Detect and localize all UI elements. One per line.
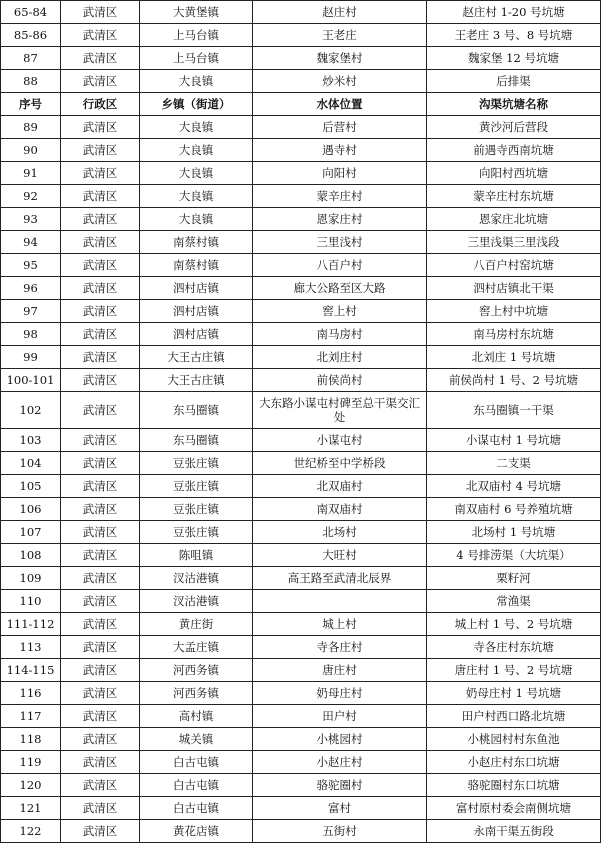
- location-cell: 窖上村: [253, 300, 427, 323]
- town-cell: 大良镇: [140, 162, 253, 185]
- table-row: [1, 475, 601, 498]
- table-row: [1, 47, 601, 70]
- name-cell: 赵庄村 1-20 号坑塘: [427, 1, 601, 24]
- location-cell: 廊大公路至区大路: [253, 277, 427, 300]
- district-cell: 武清区: [61, 323, 140, 346]
- location-cell: 炒米村: [253, 70, 427, 93]
- district-cell: 武清区: [61, 208, 140, 231]
- table-row: [1, 705, 601, 728]
- table-row: [1, 369, 601, 392]
- district-cell: 武清区: [61, 659, 140, 682]
- seq-cell: 96: [1, 277, 61, 300]
- town-cell: 大王古庄镇: [140, 369, 253, 392]
- table-row: [1, 636, 601, 659]
- district-cell: 武清区: [61, 774, 140, 797]
- district-cell: 武清区: [61, 47, 140, 70]
- town-cell: 南蔡村镇: [140, 254, 253, 277]
- name-cell: 向阳村西坑塘: [427, 162, 601, 185]
- table-row: [1, 1, 601, 24]
- location-cell: 高王路至武清北辰界: [253, 567, 427, 590]
- district-cell: 武清区: [61, 728, 140, 751]
- district-cell: 武清区: [61, 682, 140, 705]
- town-cell: 上马台镇: [140, 24, 253, 47]
- town-cell: 白古屯镇: [140, 751, 253, 774]
- town-cell: 大良镇: [140, 139, 253, 162]
- name-cell: 骆驼圈村东口坑塘: [427, 774, 601, 797]
- location-cell: 后营村: [253, 116, 427, 139]
- table-row: [1, 682, 601, 705]
- seq-cell: 95: [1, 254, 61, 277]
- name-cell: 前遇寺西南坑塘: [427, 139, 601, 162]
- location-cell: 遇寺村: [253, 139, 427, 162]
- table-row: [1, 659, 601, 682]
- seq-cell: 104: [1, 452, 61, 475]
- location-cell: 前侯尚村: [253, 369, 427, 392]
- seq-cell: 122: [1, 820, 61, 843]
- name-cell: 北刘庄 1 号坑塘: [427, 346, 601, 369]
- table-row: [1, 751, 601, 774]
- seq-cell: 109: [1, 567, 61, 590]
- seq-cell: 117: [1, 705, 61, 728]
- town-cell: 河西务镇: [140, 682, 253, 705]
- location-cell: 魏家堡村: [253, 47, 427, 70]
- district-cell: 武清区: [61, 346, 140, 369]
- name-cell: 东马圈镇一干渠: [427, 392, 601, 429]
- town-cell: 黄花店镇: [140, 820, 253, 843]
- name-cell: 永南干渠五街段: [427, 820, 601, 843]
- location-cell: 大东路小谋屯村碑至总干渠交汇处: [253, 392, 427, 429]
- seq-cell: 92: [1, 185, 61, 208]
- district-cell: 武清区: [61, 139, 140, 162]
- district-cell: 武清区: [61, 185, 140, 208]
- name-cell: 北双庙村 4 号坑塘: [427, 475, 601, 498]
- location-cell: 南双庙村: [253, 498, 427, 521]
- seq-cell: 94: [1, 231, 61, 254]
- district-cell: 武清区: [61, 544, 140, 567]
- location-cell: 骆驼圈村: [253, 774, 427, 797]
- name-cell: 南双庙村 6 号养殖坑塘: [427, 498, 601, 521]
- district-cell: 武清区: [61, 162, 140, 185]
- table-row: [1, 521, 601, 544]
- district-cell: 武清区: [61, 521, 140, 544]
- table-row: [1, 300, 601, 323]
- district-cell: 武清区: [61, 820, 140, 843]
- name-cell: 二支渠: [427, 452, 601, 475]
- name-cell: 小谋屯村 1 号坑塘: [427, 429, 601, 452]
- town-cell: 大王古庄镇: [140, 346, 253, 369]
- location-cell: 寺各庄村: [253, 636, 427, 659]
- location-cell: 向阳村: [253, 162, 427, 185]
- seq-cell: 93: [1, 208, 61, 231]
- seq-cell: 107: [1, 521, 61, 544]
- table-header-row: [1, 93, 601, 116]
- location-cell: 奶母庄村: [253, 682, 427, 705]
- seq-cell: 99: [1, 346, 61, 369]
- seq-cell: 100-101: [1, 369, 61, 392]
- district-cell: 武清区: [61, 590, 140, 613]
- name-cell: 八百户村窑坑塘: [427, 254, 601, 277]
- location-cell: 五街村: [253, 820, 427, 843]
- name-cell: 常渔渠: [427, 590, 601, 613]
- location-cell: [253, 590, 427, 613]
- town-cell: 陈咀镇: [140, 544, 253, 567]
- seq-cell: 90: [1, 139, 61, 162]
- table-body: [1, 1, 601, 843]
- location-cell: 蒙辛庄村: [253, 185, 427, 208]
- town-cell: 豆张庄镇: [140, 452, 253, 475]
- table-row: [1, 498, 601, 521]
- town-cell: 东马圈镇: [140, 429, 253, 452]
- table-row: [1, 774, 601, 797]
- location-cell: 小谋屯村: [253, 429, 427, 452]
- seq-cell: 118: [1, 728, 61, 751]
- town-cell: 河西务镇: [140, 659, 253, 682]
- name-cell: 寺各庄村东坑塘: [427, 636, 601, 659]
- seq-cell: 98: [1, 323, 61, 346]
- table-row: [1, 208, 601, 231]
- town-cell: 高村镇: [140, 705, 253, 728]
- location-cell: 唐庄村: [253, 659, 427, 682]
- name-cell: 魏家堡 12 号坑塘: [427, 47, 601, 70]
- table-row: [1, 231, 601, 254]
- location-cell: 世纪桥至中学桥段: [253, 452, 427, 475]
- table-row: [1, 70, 601, 93]
- name-cell: 唐庄村 1 号、2 号坑塘: [427, 659, 601, 682]
- seq-cell: 103: [1, 429, 61, 452]
- seq-cell: 97: [1, 300, 61, 323]
- table-row: [1, 452, 601, 475]
- table-row: [1, 820, 601, 843]
- town-cell: 大良镇: [140, 70, 253, 93]
- name-cell: 4 号排涝渠（大坑渠）: [427, 544, 601, 567]
- table-row: [1, 346, 601, 369]
- name-cell: 小赵庄村东口坑塘: [427, 751, 601, 774]
- district-cell: 武清区: [61, 70, 140, 93]
- table-row: [1, 613, 601, 636]
- location-cell: 城上村: [253, 613, 427, 636]
- table-row: [1, 590, 601, 613]
- seq-cell: 106: [1, 498, 61, 521]
- district-cell: 武清区: [61, 429, 140, 452]
- location-cell: 大旺村: [253, 544, 427, 567]
- seq-cell: 120: [1, 774, 61, 797]
- town-cell: 大良镇: [140, 185, 253, 208]
- name-cell: 三里浅渠三里浅段: [427, 231, 601, 254]
- table-row: [1, 162, 601, 185]
- header-seq-cell: 序号: [1, 93, 61, 116]
- seq-cell: 89: [1, 116, 61, 139]
- district-cell: 武清区: [61, 24, 140, 47]
- town-cell: 上马台镇: [140, 47, 253, 70]
- district-cell: 武清区: [61, 797, 140, 820]
- location-cell: 北双庙村: [253, 475, 427, 498]
- district-cell: 武清区: [61, 498, 140, 521]
- location-cell: 三里浅村: [253, 231, 427, 254]
- name-cell: 栗籽河: [427, 567, 601, 590]
- location-cell: 恩家庄村: [253, 208, 427, 231]
- town-cell: 黄庄街: [140, 613, 253, 636]
- table-row: [1, 567, 601, 590]
- seq-cell: 65-84: [1, 1, 61, 24]
- name-cell: 南马房村东坑塘: [427, 323, 601, 346]
- district-cell: 武清区: [61, 751, 140, 774]
- location-cell: 小桃园村: [253, 728, 427, 751]
- name-cell: 小桃园村村东鱼池: [427, 728, 601, 751]
- town-cell: 南蔡村镇: [140, 231, 253, 254]
- district-cell: 武清区: [61, 1, 140, 24]
- district-cell: 武清区: [61, 392, 140, 429]
- town-cell: 泗村店镇: [140, 277, 253, 300]
- town-cell: 豆张庄镇: [140, 521, 253, 544]
- header-district-cell: 行政区: [61, 93, 140, 116]
- district-cell: 武清区: [61, 613, 140, 636]
- seq-cell: 111-112: [1, 613, 61, 636]
- district-cell: 武清区: [61, 277, 140, 300]
- district-cell: 武清区: [61, 300, 140, 323]
- town-cell: 汊沽港镇: [140, 590, 253, 613]
- seq-cell: 102: [1, 392, 61, 429]
- name-cell: 泗村店镇北干渠: [427, 277, 601, 300]
- seq-cell: 88: [1, 70, 61, 93]
- location-cell: 小赵庄村: [253, 751, 427, 774]
- town-cell: 大孟庄镇: [140, 636, 253, 659]
- name-cell: 后排渠: [427, 70, 601, 93]
- table-row: [1, 429, 601, 452]
- seq-cell: 121: [1, 797, 61, 820]
- name-cell: 窖上村中坑塘: [427, 300, 601, 323]
- location-cell: 田户村: [253, 705, 427, 728]
- name-cell: 黄沙河后营段: [427, 116, 601, 139]
- table-row: [1, 544, 601, 567]
- town-cell: 东马圈镇: [140, 392, 253, 429]
- seq-cell: 116: [1, 682, 61, 705]
- name-cell: 田户村西口路北坑塘: [427, 705, 601, 728]
- table-row: [1, 254, 601, 277]
- town-cell: 豆张庄镇: [140, 475, 253, 498]
- town-cell: 泗村店镇: [140, 323, 253, 346]
- table-row: [1, 116, 601, 139]
- district-cell: 武清区: [61, 475, 140, 498]
- name-cell: 王老庄 3 号、8 号坑塘: [427, 24, 601, 47]
- name-cell: 城上村 1 号、2 号坑塘: [427, 613, 601, 636]
- header-name-cell: 沟渠坑塘名称: [427, 93, 601, 116]
- town-cell: 城关镇: [140, 728, 253, 751]
- seq-cell: 108: [1, 544, 61, 567]
- location-cell: 南马房村: [253, 323, 427, 346]
- table-row: [1, 728, 601, 751]
- table-row: [1, 323, 601, 346]
- name-cell: 前侯尚村 1 号、2 号坑塘: [427, 369, 601, 392]
- location-cell: 北场村: [253, 521, 427, 544]
- town-cell: 泗村店镇: [140, 300, 253, 323]
- district-cell: 武清区: [61, 254, 140, 277]
- header-location-cell: 水体位置: [253, 93, 427, 116]
- seq-cell: 114-115: [1, 659, 61, 682]
- town-cell: 大良镇: [140, 116, 253, 139]
- seq-cell: 87: [1, 47, 61, 70]
- table-row: [1, 277, 601, 300]
- location-cell: 北刘庄村: [253, 346, 427, 369]
- district-cell: 武清区: [61, 231, 140, 254]
- location-cell: 八百户村: [253, 254, 427, 277]
- district-cell: 武清区: [61, 705, 140, 728]
- name-cell: 恩家庄北坑塘: [427, 208, 601, 231]
- town-cell: 大良镇: [140, 208, 253, 231]
- table-row: [1, 139, 601, 162]
- district-cell: 武清区: [61, 567, 140, 590]
- location-cell: 赵庄村: [253, 1, 427, 24]
- table-row: [1, 797, 601, 820]
- town-cell: 豆张庄镇: [140, 498, 253, 521]
- town-cell: 白古屯镇: [140, 774, 253, 797]
- table-row: [1, 24, 601, 47]
- seq-cell: 105: [1, 475, 61, 498]
- seq-cell: 113: [1, 636, 61, 659]
- district-cell: 武清区: [61, 452, 140, 475]
- seq-cell: 119: [1, 751, 61, 774]
- name-cell: 北场村 1 号坑塘: [427, 521, 601, 544]
- town-cell: 白古屯镇: [140, 797, 253, 820]
- district-cell: 武清区: [61, 116, 140, 139]
- name-cell: 奶母庄村 1 号坑塘: [427, 682, 601, 705]
- name-cell: 蒙辛庄村东坑塘: [427, 185, 601, 208]
- name-cell: 富村原村委会南侧坑塘: [427, 797, 601, 820]
- town-cell: 大黄堡镇: [140, 1, 253, 24]
- seq-cell: 91: [1, 162, 61, 185]
- location-cell: 富村: [253, 797, 427, 820]
- seq-cell: 110: [1, 590, 61, 613]
- seq-cell: 85-86: [1, 24, 61, 47]
- district-cell: 武清区: [61, 369, 140, 392]
- header-town-cell: 乡镇（街道）: [140, 93, 253, 116]
- location-cell: 王老庄: [253, 24, 427, 47]
- town-cell: 汊沽港镇: [140, 567, 253, 590]
- table-row: [1, 185, 601, 208]
- table-row: [1, 392, 601, 429]
- district-cell: 武清区: [61, 636, 140, 659]
